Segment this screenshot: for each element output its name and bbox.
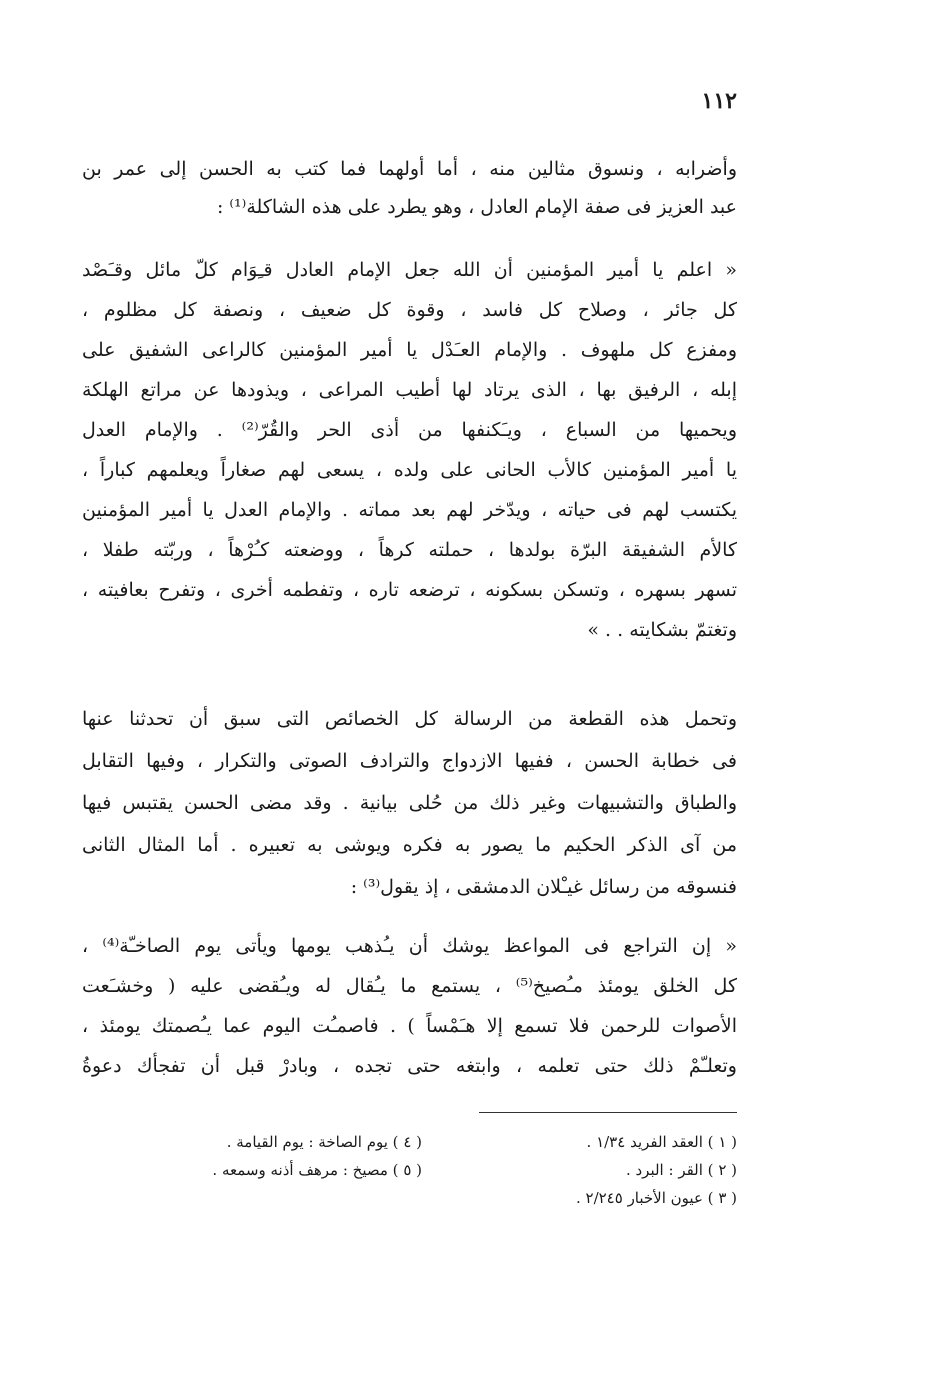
text-line: تسهر بسهره ، وتسكن بسكونه ، ترضعه تاره ، وتفطمه أخرى ، وتفرح بعافيته ، xyxy=(82,579,737,601)
footnote: ( ٢ ) القر : البرد . xyxy=(625,1161,737,1179)
text-line: من آى الذكر الحكيم ما يصور به فكره ويوشى به تعبيره . أما المثال الثانى xyxy=(82,834,737,856)
text-line: ويحميها من السباع ، ويـَكنفها من أذى الحر والقُرّ⁽²⁾ . والإمام العدل xyxy=(82,419,737,441)
text-line: ومفزع كل ملهوف . والإمام العـَدْل يا أمير المؤمنين كالراعى الشفيق على xyxy=(82,339,737,361)
footnote: ( ٥ ) مصيخ : مرهف أذنه وسمعه . xyxy=(212,1161,422,1179)
text-line: وتعلـّمْ ذلك حتى تعلمه ، وابتغه حتى تجده ، وبادرْ قبل أن تفجأك دعوةُ xyxy=(82,1055,737,1077)
text-line: الأصوات للرحمن فلا تسمع إلا هـَمْساً ) . فاصمـُت اليوم عما يـُصمتك يومئذ ، xyxy=(82,1015,737,1037)
paragraph-intro xyxy=(82,150,737,226)
paragraph-analysis xyxy=(82,698,737,908)
text-line: وتغتمّ بشكايته . . » xyxy=(587,619,737,641)
text-line: إبله ، الرفيق بها ، الذى يرتاد لها أطيب المراعى ، ويذودها عن مراتع الهلكة xyxy=(82,379,737,401)
text-line: وأضرابه ، ونسوق مثالين منه ، أما أولهما فما كتب به الحسن إلى عمر بن xyxy=(82,158,737,180)
text-line: « إن التراجع فى المواعظ يوشك أن يـُذهب يومها ويأتى يوم الصاخـّة⁽⁴⁾ ، xyxy=(82,935,737,957)
footnotes-column-left xyxy=(102,1128,422,1184)
text-line: يا أمير المؤمنين كالأب الحانى على ولده ، يسعى لهم صغاراً ويعلمهم كباراً ، xyxy=(82,459,737,481)
footnotes-column-right xyxy=(417,1128,737,1212)
text-line: فنسوقه من رسائل غيـْلان الدمشقى ، إذ يقول⁽³⁾ : xyxy=(350,876,737,898)
footnotes xyxy=(82,1128,737,1218)
text-line: يكتسب لهم فى حياته ، ويدّخر لهم بعد مماته . والإمام العدل يا أمير المؤمنين xyxy=(82,499,737,521)
text-line: فى خطابة الحسن ، ففيها الازدواج والترادف الصوتى والتكرار ، وفيها التقابل xyxy=(82,750,737,772)
page xyxy=(82,88,737,1338)
text-line: كل جائر ، وصلاح كل فاسد ، وقوة كل ضعيف ، ونصفة كل مظلوم ، xyxy=(82,299,737,321)
footnote: ( ٤ ) يوم الصاخة : يوم القيامة . xyxy=(226,1133,422,1151)
footnote: ( ٣ ) عيون الأخبار ٢/٢٤٥ . xyxy=(575,1189,737,1207)
footnote: ( ١ ) العقد الفريد ١/٣٤ . xyxy=(586,1133,737,1151)
text-line: وتحمل هذه القطعة من الرسالة كل الخصائص التى سبق أن تحدثنا عنها xyxy=(82,708,737,730)
footnote-divider xyxy=(479,1112,737,1113)
text-line: عبد العزيز فى صفة الإمام العادل ، وهو يطرد على هذه الشاكلة⁽¹⁾ : xyxy=(216,196,737,218)
text-line: كل الخلق يومئذ مـُصيخ⁽⁵⁾ ، يستمع ما يـُقال له ويـُقضى عليه ( وخشـَعت xyxy=(82,975,737,997)
page-number: ١١٢ xyxy=(701,88,737,114)
quote-hasan-letter xyxy=(82,250,737,650)
text-line: كالأم الشفيقة البرّة بولدها ، حملته كرهاً ، ووضعته كـُرْهاً ، وربّته طفلا ، xyxy=(82,539,737,561)
quote-ghaylan-letter xyxy=(82,926,737,1086)
text-line: « اعلم يا أمير المؤمنين أن الله جعل الإمام العادل قـِوَام كلّ مائل وقـَصْد xyxy=(82,259,737,281)
text-line: والطباق والتشبيهات وغير ذلك من حُلى بيانية . وقد مضى الحسن يقتبس فيها xyxy=(82,792,737,814)
